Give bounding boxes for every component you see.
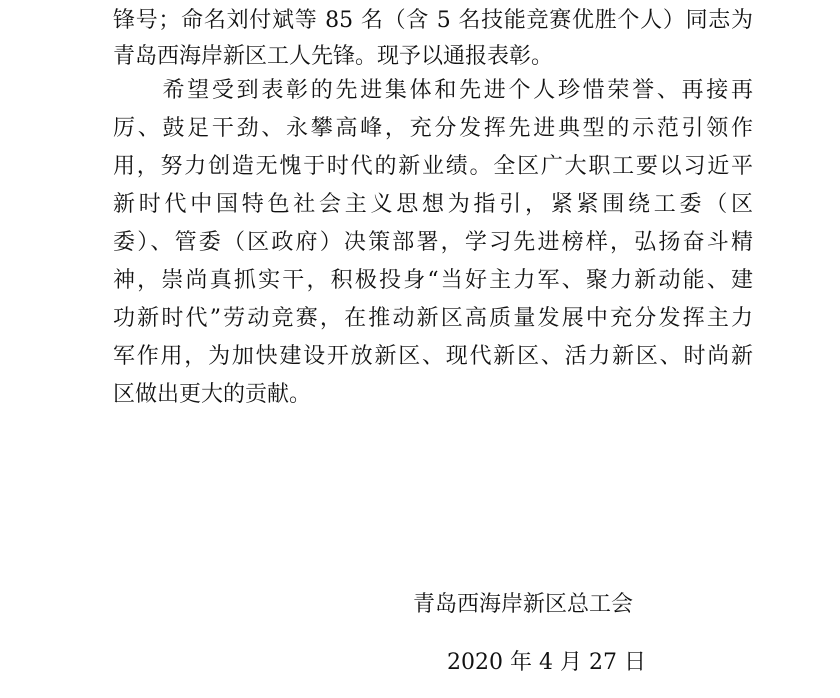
body-line-3: 希望受到表彰的先进集体和先进个人珍惜荣誉、再接再 xyxy=(113,78,753,103)
body-line-9: 功新时代”劳动竞赛，在推动新区高质量发展中充分发挥主力 xyxy=(113,306,753,331)
body-line-2: 青岛西海岸新区工人先锋。现予以通报表彰。 xyxy=(113,44,554,69)
body-line-7: 委）、管委（区政府）决策部署，学习先进榜样，弘扬奋斗精 xyxy=(113,230,753,255)
body-line-6: 新时代中国特色社会主义思想为指引，紧紧围绕工委（区 xyxy=(113,192,753,217)
body-line-4: 厉、鼓足干劲、永攀高峰，充分发挥先进典型的示范引领作 xyxy=(113,116,753,141)
issue-date: 2020 年 4 月 27 日 xyxy=(447,650,646,675)
issuer-signature: 青岛西海岸新区总工会 xyxy=(413,592,634,617)
body-line-11: 区做出更大的贡献。 xyxy=(113,382,312,407)
body-line-1: 锋号；命名刘付斌等 85 名（含 5 名技能竞赛优胜个人）同志为 xyxy=(113,8,753,33)
body-line-8: 神，崇尚真抓实干，积极投身“当好主力军、聚力新动能、建 xyxy=(113,268,753,293)
body-line-5: 用，努力创造无愧于时代的新业绩。全区广大职工要以习近平 xyxy=(113,154,753,179)
body-line-10: 军作用，为加快建设开放新区、现代新区、活力新区、时尚新 xyxy=(113,344,753,369)
